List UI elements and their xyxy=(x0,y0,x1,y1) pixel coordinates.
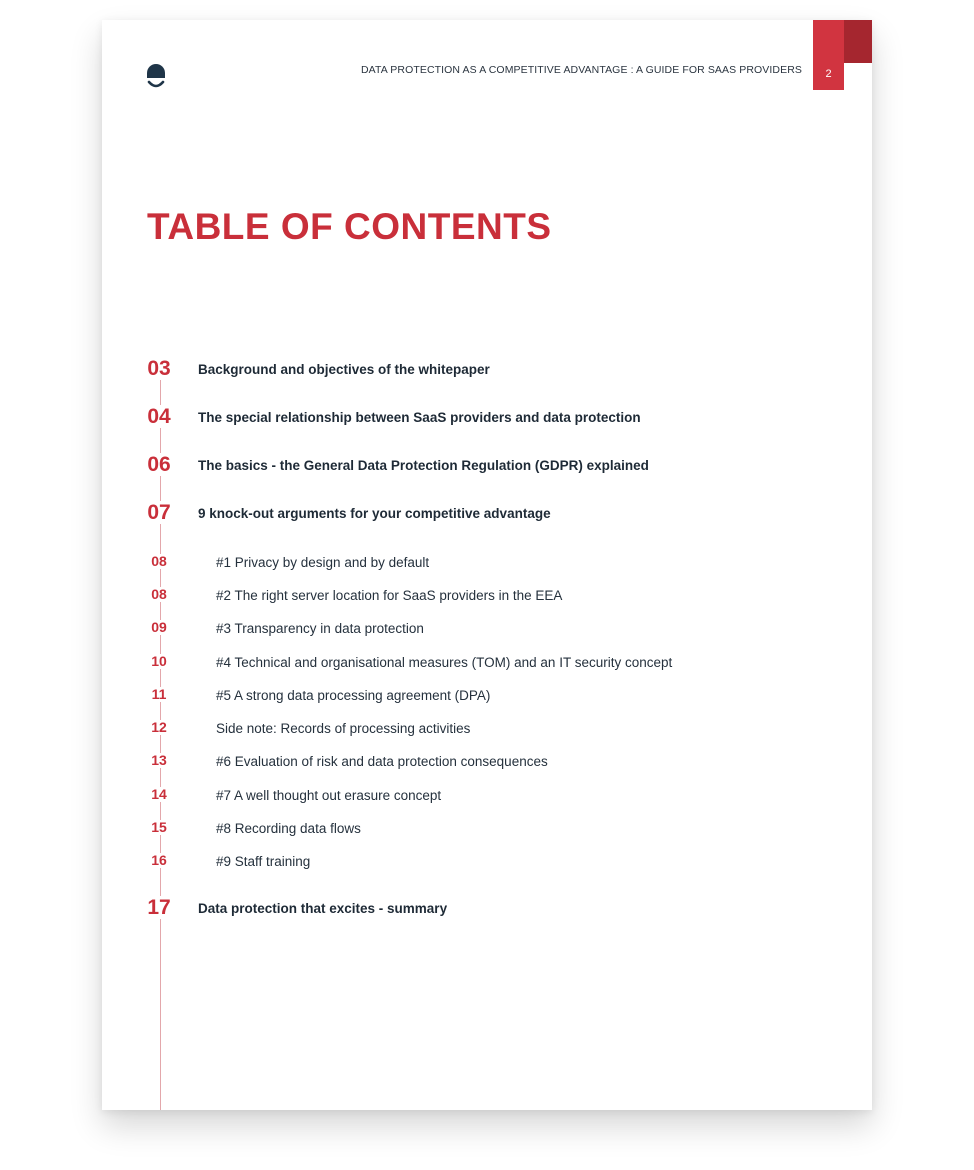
toc-entry-label: The special relationship between SaaS providers and data protection xyxy=(198,410,641,425)
toc-entry-label: Data protection that excites - summary xyxy=(198,901,448,916)
toc-entry[interactable] xyxy=(102,405,872,439)
toc-entry[interactable] xyxy=(102,684,872,718)
toc-entry[interactable] xyxy=(102,453,872,487)
toc-entry-label: 9 knock-out arguments for your competitive advantage xyxy=(198,506,551,521)
toc-entry-label: #1 Privacy by design and by default xyxy=(216,555,430,570)
toc-entry-label: #9 Staff training xyxy=(216,854,311,869)
page-title: TABLE OF CONTENTS xyxy=(147,206,552,247)
toc-entry-label: #8 Recording data flows xyxy=(216,821,361,836)
toc-entry[interactable] xyxy=(102,850,872,884)
toc-entry-label: #5 A strong data processing agreement (DPA) xyxy=(216,688,491,703)
toc-entry[interactable] xyxy=(102,551,872,585)
toc-entry-page-number: 06 xyxy=(137,453,181,476)
toc-entry-page-number: 13 xyxy=(137,753,181,768)
toc-entry-page-number: 16 xyxy=(137,853,181,868)
toc-entry-page-number: 15 xyxy=(137,820,181,835)
toc-entry-page-number: 09 xyxy=(137,620,181,635)
toc-entry-label: #4 Technical and organisational measures (TOM) and an IT security concept xyxy=(216,655,673,670)
toc-entry[interactable] xyxy=(102,357,872,391)
toc-entry-page-number: 10 xyxy=(137,654,181,669)
toc-entry-label: #3 Transparency in data protection xyxy=(216,621,424,636)
header-title: DATA PROTECTION AS A COMPETITIVE ADVANTAGE : A GUIDE FOR SAAS PROVIDERS xyxy=(361,64,802,76)
document-page xyxy=(102,20,872,1110)
toc-entry[interactable] xyxy=(102,717,872,751)
toc-entry-page-number: 08 xyxy=(137,587,181,602)
toc-entry-label: The basics - the General Data Protection Regulation (GDPR) explained xyxy=(198,458,649,473)
page-tab xyxy=(813,20,844,90)
toc-entry-page-number: 08 xyxy=(137,554,181,569)
toc-entry-page-number: 14 xyxy=(137,787,181,802)
brand-logo-icon xyxy=(146,64,166,92)
toc-entry[interactable] xyxy=(102,896,872,930)
toc-entry[interactable] xyxy=(102,784,872,818)
toc-entry-page-number: 12 xyxy=(137,720,181,735)
toc-entry-page-number: 03 xyxy=(137,357,181,380)
toc-entry[interactable] xyxy=(102,651,872,685)
toc-entry-label: #7 A well thought out erasure concept xyxy=(216,788,442,803)
toc-entry-label: Background and objectives of the whitepaper xyxy=(198,362,490,377)
toc-entry-page-number: 04 xyxy=(137,405,181,428)
toc-entry[interactable] xyxy=(102,750,872,784)
toc-entry-label: #6 Evaluation of risk and data protection consequences xyxy=(216,754,548,769)
toc-entry-label: #2 The right server location for SaaS providers in the EEA xyxy=(216,588,563,603)
toc-entry-page-number: 07 xyxy=(137,501,181,524)
toc-entry-page-number: 17 xyxy=(137,896,181,919)
toc-entry-page-number: 11 xyxy=(137,687,181,702)
toc-entry[interactable] xyxy=(102,617,872,651)
toc-entry[interactable] xyxy=(102,501,872,535)
toc-entry[interactable] xyxy=(102,817,872,851)
toc-entry-label: Side note: Records of processing activities xyxy=(216,721,471,736)
toc-entry[interactable] xyxy=(102,584,872,618)
page-tab-accent xyxy=(844,20,872,63)
page-number: 2 xyxy=(825,68,832,80)
